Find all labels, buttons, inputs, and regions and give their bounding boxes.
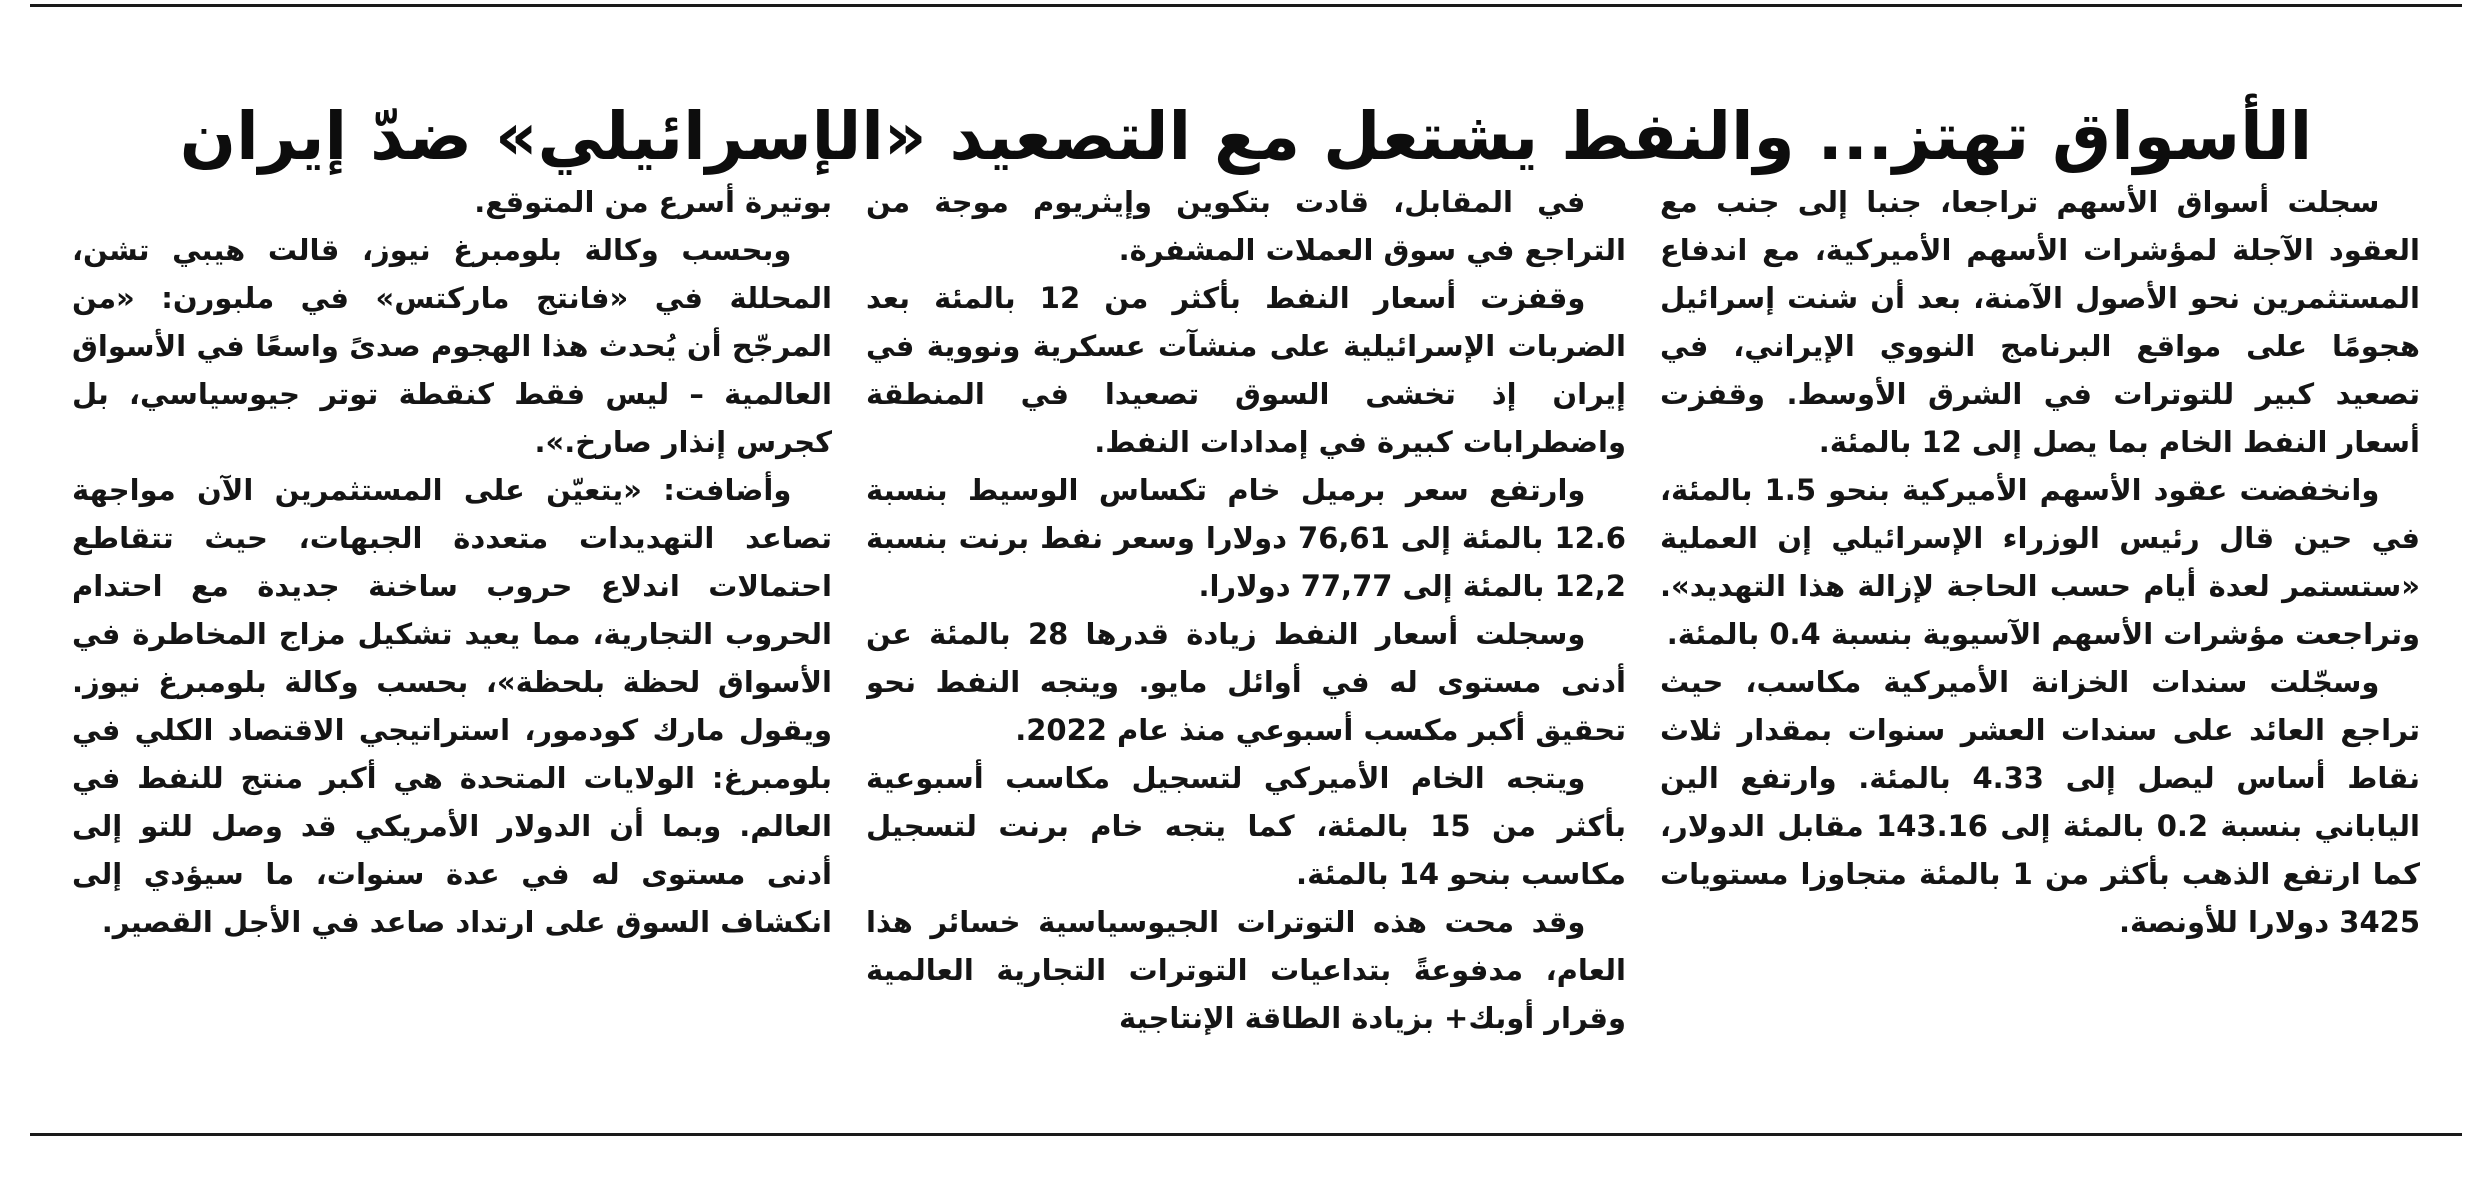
paragraph-continued: بوتيرة أسرع من المتوقع. [474,185,832,219]
article-column-1 [1660,178,2420,1108]
paragraph: في المقابل، قادت بتكوين وإيثريوم موجة من التراجع في سوق العملات المشفرة. [866,185,1626,267]
headline: الأسواق تهتز... والنفط يشتعل مع التصعيد «الإسرائيلي» ضدّ إيران [179,98,2313,176]
top-rule [30,4,2462,7]
article-column-3 [72,178,832,1108]
paragraph: وقفزت أسعار النفط بأكثر من 12 بالمئة بعد الضربات الإسرائيلية على منشآت عسكرية ونووية في إيران إذ تخشى السوق تصعيدا في المنطقة واضطرابات كبيرة في إمدادات النفط. [866,281,1626,459]
paragraph: ويتجه الخام الأميركي لتسجيل مكاسب أسبوعية بأكثر من 15 بالمئة، كما يتجه خام برنت لتسجيل مكاسب بنحو 14 بالمئة. [866,761,1626,891]
paragraph: وارتفع سعر برميل خام تكساس الوسيط بنسبة 12.6 بالمئة إلى 76,61 دولارا وسعر نفط برنت بنسبة 12,2 بالمئة إلى 77,77 دولارا. [866,473,1626,603]
paragraph: سجلت أسواق الأسهم تراجعا، جنبا إلى جنب مع العقود الآجلة لمؤشرات الأسهم الأميركية، مع اندفاع المستثمرين نحو الأصول الآمنة، بعد أن شنت إسرائيل هجومًا على مواقع البرنامج النووي الإيراني، في تصعيد كبير للتوترات في الشرق الأوسط. وقفزت أسعار النفط الخام بما يصل إلى 12 بالمئة. [1660,185,2420,459]
bottom-rule [30,1133,2462,1136]
paragraph: وأضافت: «يتعيّن على المستثمرين الآن مواجهة تصاعد التهديدات متعددة الجبهات، حيث تتقاطع احتمالات اندلاع حروب ساخنة جديدة مع احتدام الحروب التجارية، مما يعيد تشكيل مزاج المخاطرة في الأسواق لحظة بلحظة»، بحسب وكالة بلومبرغ نيوز. ويقول مارك كودمور، استراتيجي الاقتصاد الكلي في بلومبرغ: الولايات المتحدة هي أكبر منتج للنفط في العالم. وبما أن الدولار الأمريكي قد وصل للتو إلى أدنى مستوى له في عدة سنوات، ما سيؤدي إلى انكشاف السوق على ارتداد صاعد في الأجل القصير. [72,473,832,939]
paragraph: وبحسب وكالة بلومبرغ نيوز، قالت هيبي تشن، المحللة في «فانتج ماركتس» في ملبورن: «من المرجّح أن يُحدث هذا الهجوم صدىً واسعًا في الأسواق العالمية – ليس فقط كنقطة توتر جيوسياسي، بل كجرس إنذار صارخ.». [72,233,832,459]
paragraph: وسجّلت سندات الخزانة الأميركية مكاسب، حيث تراجع العائد على سندات العشر سنوات بمقدار ثلاث نقاط أساس ليصل إلى 4.33 بالمئة. وارتفع الين الياباني بنسبة 0.2 بالمئة إلى 143.16 مقابل الدولار، كما ارتفع الذهب بأكثر من 1 بالمئة متجاوزا مستويات 3425 دولارا للأونصة. [1660,665,2420,939]
paragraph: وانخفضت عقود الأسهم الأميركية بنحو 1.5 بالمئة، في حين قال رئيس الوزراء الإسرائيلي إن العملية «ستستمر لعدة أيام حسب الحاجة لإزالة هذا التهديد». وتراجعت مؤشرات الأسهم الآسيوية بنسبة 0.4 بالمئة. [1660,473,2420,651]
article-columns [72,178,2420,1108]
article-column-2 [866,178,1626,1108]
paragraph: وقد محت هذه التوترات الجيوسياسية خسائر هذا العام، مدفوعةً بتداعيات التوترات التجارية العالمية وقرار أوبك+ بزيادة الطاقة الإنتاجية [866,905,1626,1035]
paragraph: وسجلت أسعار النفط زيادة قدرها 28 بالمئة عن أدنى مستوى له في أوائل مايو. ويتجه النفط نحو تحقيق أكبر مكسب أسبوعي منذ عام 2022. [866,617,1626,747]
